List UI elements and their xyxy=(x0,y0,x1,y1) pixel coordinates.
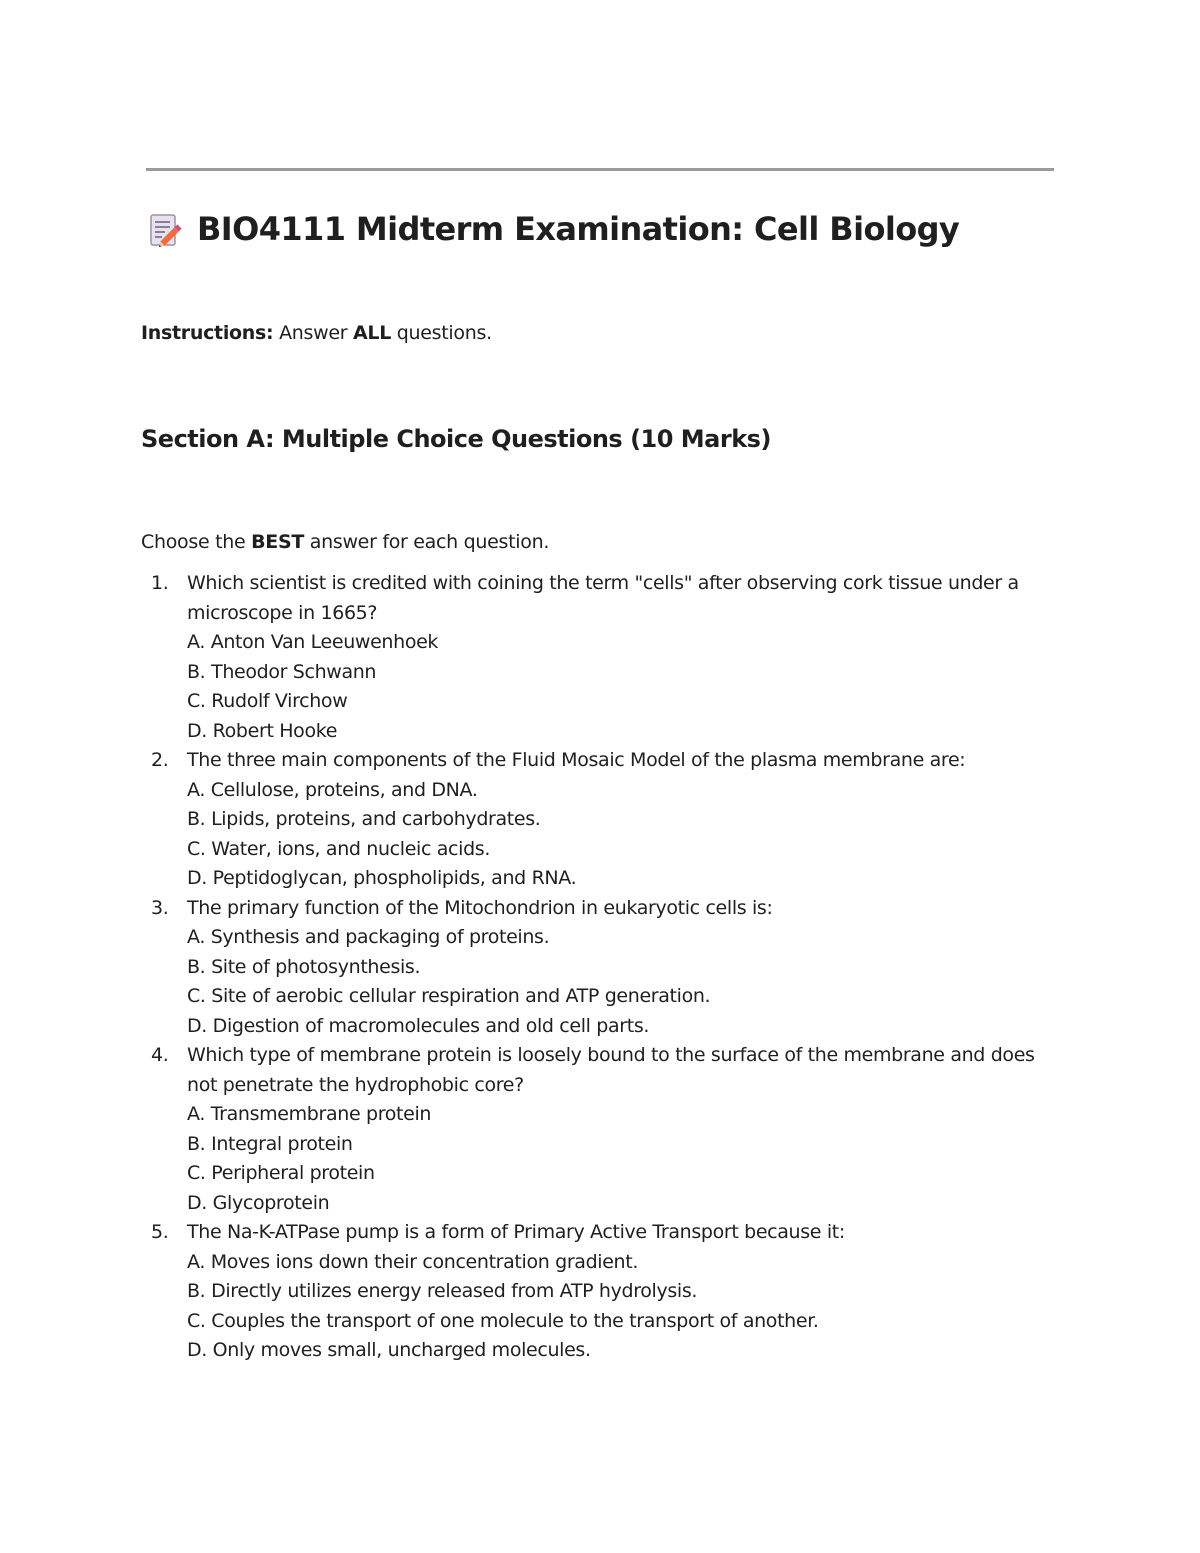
instructions-text-before: Answer xyxy=(273,322,354,344)
option-a: A. Anton Van Leeuwenhoek xyxy=(187,631,439,653)
section-a-heading: Section A: Multiple Choice Questions (10 Marks) xyxy=(141,425,771,453)
option-c: C. Water, ions, and nucleic acids. xyxy=(187,837,491,860)
question-text: The three main components of the Fluid Mosaic Model of the plasma membrane are: xyxy=(187,749,966,771)
option-a: A. Moves ions down their concentration gradient. xyxy=(187,1250,639,1273)
question-number: 1. xyxy=(151,572,169,594)
option-c: C. Rudolf Virchow xyxy=(187,690,348,712)
page-header xyxy=(147,205,959,253)
intro-text-before: Choose the xyxy=(141,531,252,553)
instructions-emphasis: ALL xyxy=(353,322,392,344)
instructions-label: Instructions: xyxy=(141,322,274,344)
horizontal-divider xyxy=(146,168,1054,171)
option-a: A. Cellulose, proteins, and DNA. xyxy=(187,778,478,801)
option-c: C. Peripheral protein xyxy=(187,1162,375,1184)
question-text: The primary function of the Mitochondrion in eukaryotic cells is: xyxy=(187,896,773,919)
question-text: Which type of membrane protein is loosely bound to the surface of the membrane and does not penetrate the hydrophobic core? xyxy=(187,1044,1035,1096)
option-b: B. Directly utilizes energy released from ATP hydrolysis. xyxy=(187,1280,698,1302)
option-a: A. Synthesis and packaging of proteins. xyxy=(187,926,550,948)
question-text: Which scientist is credited with coining the term "cells" after observing cork tissue under a microscope in 1665? xyxy=(187,572,1019,624)
option-b: B. Site of photosynthesis. xyxy=(187,955,421,978)
instructions xyxy=(141,320,492,346)
memo-icon xyxy=(147,209,185,249)
question-4 xyxy=(141,1041,1061,1218)
option-a: A. Transmembrane protein xyxy=(187,1103,432,1125)
intro-text-after: answer for each question. xyxy=(304,531,550,553)
option-c: C. Couples the transport of one molecule to the transport of another. xyxy=(187,1309,819,1332)
option-d: D. Glycoprotein xyxy=(187,1191,330,1214)
question-3 xyxy=(141,894,1061,1042)
question-5 xyxy=(141,1218,1061,1366)
option-c: C. Site of aerobic cellular respiration and ATP generation. xyxy=(187,985,711,1007)
option-b: B. Lipids, proteins, and carbohydrates. xyxy=(187,808,541,830)
instructions-text-after: questions. xyxy=(391,322,492,344)
question-list xyxy=(141,569,1061,1366)
option-b: B. Integral protein xyxy=(187,1132,353,1155)
option-d: D. Digestion of macromolecules and old cell parts. xyxy=(187,1014,650,1037)
intro-emphasis: BEST xyxy=(251,531,305,553)
section-a-intro xyxy=(141,529,549,555)
question-number: 3. xyxy=(151,896,169,919)
option-d: D. Peptidoglycan, phospholipids, and RNA. xyxy=(187,867,577,889)
option-d: D. Robert Hooke xyxy=(187,719,338,742)
question-1 xyxy=(141,569,1061,746)
question-2 xyxy=(141,746,1061,894)
option-d: D. Only moves small, uncharged molecules. xyxy=(187,1339,591,1361)
question-number: 5. xyxy=(151,1221,169,1243)
question-number: 4. xyxy=(151,1044,169,1066)
question-number: 2. xyxy=(151,749,169,771)
question-text: The Na-K-ATPase pump is a form of Primary Active Transport because it: xyxy=(187,1221,845,1243)
option-b: B. Theodor Schwann xyxy=(187,660,377,683)
page-title: BIO4111 Midterm Examination: Cell Biology xyxy=(197,210,960,248)
